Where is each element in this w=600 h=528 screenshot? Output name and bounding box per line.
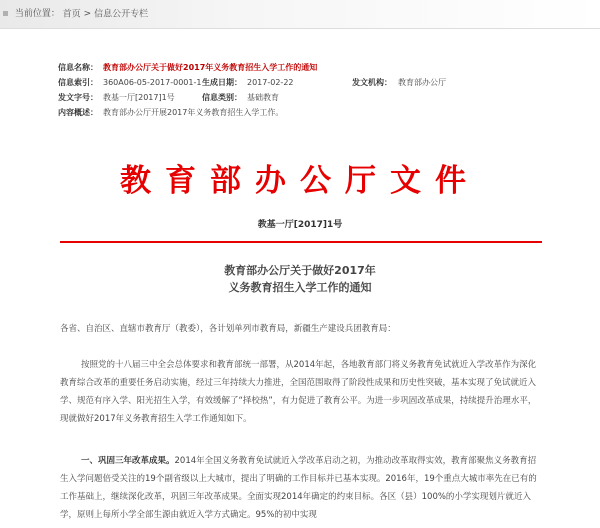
document-number: 教基一厅[2017]1号 bbox=[257, 220, 343, 230]
section-1-heading: 一、巩固三年改革成果。 bbox=[81, 456, 175, 466]
meta-row-name bbox=[58, 60, 578, 75]
summary-value: 教育部办公厅开展2017年义务教育招生入学工作。 bbox=[103, 108, 284, 117]
summary-label: 内容概述： bbox=[58, 108, 98, 117]
section-1-text: 2014年全国义务教育免试就近入学改革启动之初，为推动改革取得实效，教育部聚焦义务教育招生入学问题倍受关注的19个副省级以上大城市，提出了明确的工作目标并已基本实现。2016年，19个重点大城市率先在已有的工作基础上，继续深化改革，巩固三年改革成果。全面实现2014年确定的约束目标。各区（县）100%的小学实现划片就近入学，原则上每所小学全部生源由就近入学方式确定。95%的初中实现 bbox=[60, 456, 537, 520]
bullet-icon bbox=[3, 11, 8, 16]
info-name-label: 信息名称： bbox=[58, 63, 98, 72]
info-metadata bbox=[58, 60, 578, 120]
meta-row-summary bbox=[58, 105, 578, 120]
info-index-value: 360A06-05-2017-0001-1 bbox=[103, 78, 202, 87]
breadcrumb-separator: > bbox=[83, 9, 92, 19]
info-name-value: 教育部办公厅关于做好2017年义务教育招生入学工作的通知 bbox=[103, 63, 318, 72]
notice-title-line2: 义务教育招生入学工作的通知 bbox=[228, 281, 372, 294]
breadcrumb-home-link[interactable]: 首页 bbox=[62, 9, 81, 20]
date-value: 2017-02-22 bbox=[247, 78, 294, 87]
info-index-label: 信息索引： bbox=[58, 78, 98, 87]
breadcrumb bbox=[0, 0, 600, 29]
doc-no-value: 教基一厅[2017]1号 bbox=[103, 93, 175, 102]
breadcrumb-prefix: 当前位置： bbox=[14, 9, 60, 19]
meta-row-docno bbox=[58, 90, 578, 105]
document-red-header: 教育部办公厅文件 bbox=[120, 163, 480, 199]
paragraph-intro: 按照党的十八届三中全会总体要求和教育部统一部署，从2014年起，各地教育部门将义务教育免试就近入学改革作为深化教育综合改革的重要任务启动实施，经过三年持续大力推进，全国范围取得了阶段性成果和历史性突破，基本实现了免试就近入学、规范有序入学、阳光招生入学，有效缓解了“择校热”，有力促进了教育公平。为进一步巩固改革成果，持续提升治理水平，现就做好2017年义务教育招生入学工作通知如下。 bbox=[60, 360, 537, 424]
meta-row-index bbox=[58, 75, 578, 90]
date-label: 生成日期： bbox=[202, 78, 242, 87]
breadcrumb-current-link[interactable]: 信息公开专栏 bbox=[94, 9, 149, 20]
notice-title bbox=[0, 262, 600, 296]
category-label: 信息类别： bbox=[202, 93, 242, 102]
salutation: 各省、自治区、直辖市教育厅（教委），各计划单列市教育局，新疆生产建设兵团教育局： bbox=[60, 324, 396, 334]
issuer-value: 教育部办公厅 bbox=[398, 78, 446, 87]
category-value: 基础教育 bbox=[247, 93, 279, 102]
issuer-label: 发文机构： bbox=[352, 78, 392, 87]
red-divider bbox=[60, 241, 542, 243]
doc-no-label: 发文字号： bbox=[58, 93, 98, 102]
paragraph-section-1 bbox=[60, 452, 542, 524]
notice-title-line1: 教育部办公厅关于做好2017年 bbox=[224, 264, 376, 277]
